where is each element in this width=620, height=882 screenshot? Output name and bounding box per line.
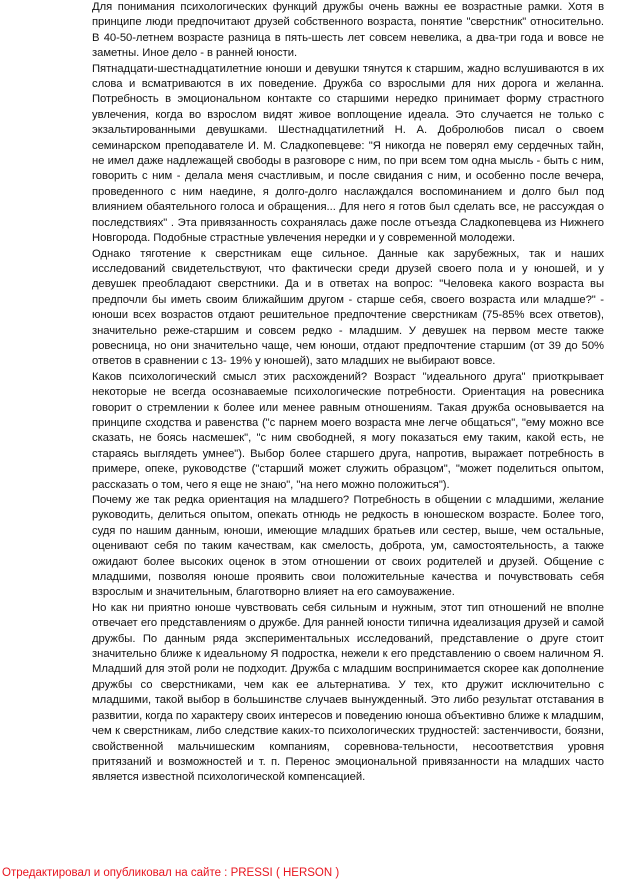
paragraph-psychological-meaning: Каков психологический смысл этих расхождений? Возраст "идеального друга" приоткрывает некоторые не всегда осознаваемые психологические потребности. Ориентация на ровесника говорит о стремлении к более или менее равным отношениям. Такая дружба основывается на принципе сходства и равенства ("с парнем моего возраста мне легче общаться", "ему можно все сказать, не боясь насмешек", "с ним свободней, я могу показаться ему таким, какой есть, не стараясь выглядеть умнее"). Выбор более старшего друга, напротив, выражает потребность в примере, опеке, руководстве ("старший может служить образцом", "может поделиться опытом, рассказать о том, чего я еще не знаю", "на него можно положиться"). bbox=[92, 370, 604, 491]
document-body bbox=[92, 0, 604, 786]
paragraph-attraction-to-elders: Пятнадцати-шестнадцатилетние юноши и девушки тянутся к старшим, жадно вслушиваются в их слова и всматриваются в их поведение. Дружба со взрослыми для них дорога и желанна. Потребность в эмоциональном контакте со старшими нередко принимает форму страстного увлечения, когда во взрослом видят живое воплощение идеала. Это случается не только с экзальтированными девушками. Шестнадцатилетний Н. А. Добролюбов писал о своем семинарском преподавателе И. М. Сладкопевцеве: "Я никогда не поверял ему сердечных тайн, не имел даже надлежащей свободы в разговоре с ним, по при всем том одна мысль - быть с ним, говорить с ним - делала меня счастливым, и после свидания с ним, и особенно после вечера, проведенного с ним наедине, я долго-долго наслаждался воспоминанием и долго был под влиянием обаятельного голоса и обращения... Для него я готов был сделать все, не рассуждая о последствиях" . Эта привязанность сохранялась даже после отъезда Сладкопевцева из Нижнего Новгорода. Подобные страстные увлечения нередки и у современной молодежи. bbox=[92, 62, 604, 245]
paragraph-peer-preference: Однако тяготение к сверстникам еще сильное. Данные как зарубежных, так и наших исследований свидетельствуют, что фактически среди друзей своего пола и у юношей, и у девушек преобладают сверстники. Да и в ответах на вопрос: "Человека какого возраста вы предпочли бы иметь своим ближайшим другом - старше себя, своего возраста или младше?" - юноши всех возрастов отдают решительное предпочтение сверстникам (75-85% всех ответов), значительно реже-старшим и совсем редко - младшим. У девушек на первом месте также ровесница, но они значительно чаще, чем юноши, отдают предпочтение старшим (от 39 до 50% ответов в сравнении с 13- 19% у юношей), зато младших не выбирают вовсе. bbox=[92, 247, 604, 368]
paragraph-younger-orientation: Почему же так редка ориентация на младшего? Потребность в общении с младшими, желание руководить, делиться опытом, опекать отнюдь не редкость в юношеском возрасте. Более того, судя по нашим данным, юноши, имеющие младших братьев или сестер, выше, чем остальные, оценивают себя по таким качествам, как смелость, доброта, ум, самостоятельность, а также ожидают более высоких оценок в этом отношении от своих родителей и друзей. Общение с младшими, позволяя юноше проявить свои положительные качества и почувствовать себя взрослым и значительным, благотворно влияет на его самоуважение. bbox=[92, 494, 604, 599]
footer-credit: Отредактировал и опубликовал на сайте : PRESSI ( HERSON ) bbox=[2, 867, 340, 879]
paragraph-idealization: Но как ни приятно юноше чувствовать себя сильным и нужным, этот тип отношений не вполне отвечает его представлениям о дружбе. Для ранней юности типична идеализация друзей и самой дружбы. По данным ряда экспериментальных исследований, представление о друге стоит значительно ближе к идеальному Я подростка, нежели к его представлению о своем наличном Я. Младший для этой роли не подходит. Дружба с младшим воспринимается скорее как дополнение дружбы со сверстниками, чем как ее альтернатива. У тех, кто дружит исключительно с младшими, такой выбор в большинстве случаев вынужденный. Это либо результат отставания в развитии, когда по характеру своих интересов и поведению юноша объективно ближе к младшим, чем к сверстникам, либо следствие каких-то психологических трудностей: застенчивости, боязни, свойственной мальчишеским компаниям, соревнова-тельности, несоответствия уровня притязаний и возможностей и т. п. Перенос эмоциональной привязанности на младших часто является известной психологической компенсацией. bbox=[92, 601, 604, 784]
paragraph-age-frames: Для понимания психологических функций дружбы очень важны ее возрастные рамки. Хотя в принципе люди предпочитают друзей собственного возраста, понятие "сверстник" относительно. В 40-50-летнем возрасте разница в пять-шесть лет совсем невелика, а два-три года и вовсе не заметны. Иное дело - в ранней юности. bbox=[92, 1, 604, 60]
